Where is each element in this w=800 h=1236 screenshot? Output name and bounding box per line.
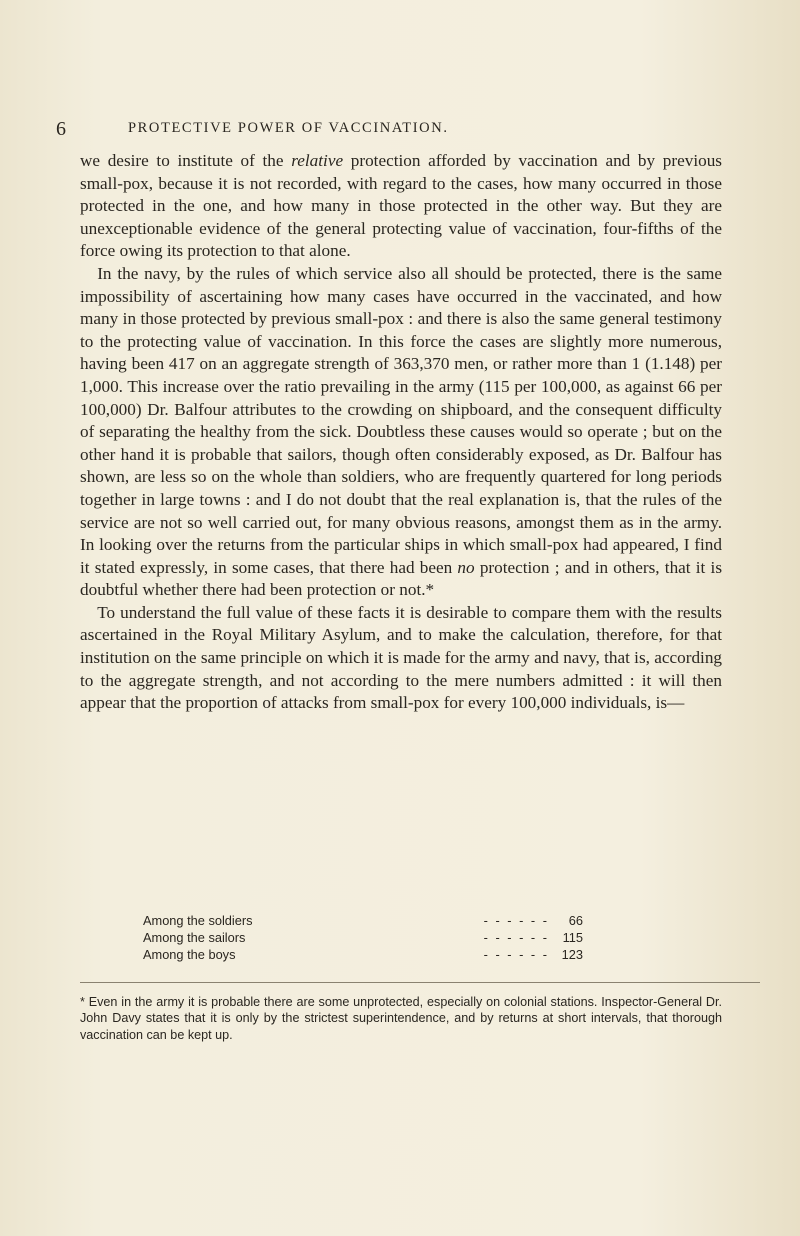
paragraph-1: we desire to institute of the relative protection afforded by vaccination and by previous small-pox, because it is not recorded, with regard to the cases, how many occurred in those protected in the one, and how many in those protected in the other way. But they are unexceptionable evidence of the general protecting value of vaccination, four-fifths of the force owing its protection to that alone.: [80, 151, 722, 261]
footnote-divider: [80, 982, 760, 983]
italic-relative: relative: [291, 151, 344, 170]
running-title: PROTECTIVE POWER OF VACCINATION.: [128, 120, 449, 136]
paragraph-3: To understand the full value of these facts it is desirable to compare them with the results ascertained in the Royal Military Asylum, and to make the calculation, therefore, for that institution on the same principle on which it is made for the army and navy, that is, according to the aggregate strength, and not according to the mere numbers admitted : it will then appear that the proportion of attacks from small-pox for every 100,000 individuals, is—: [80, 602, 722, 713]
footnote: * Even in the army it is probable there are some unprotected, especially on colonial stations. Inspector-General Dr. John Davy states that it is only by the strictest superintendence, and by returns at short intervals, that thorough vaccination can be kept up.: [80, 995, 722, 1042]
paragraph-2: In the navy, by the rules of which service also all should be protected, there is the same impossibility of ascertaining how many cases have occurred in the vaccinated, and how many in those protected by previous small-pox : and there is also the same general testimony to the protecting value of vaccination. In this force the cases are slightly more numerous, having been 417 on an aggregate strength of 363,370 men, or rather more than 1 (1.148) per 1,000. This increase over the ratio prevailing in the army (115 per 100,000, as against 66 per 100,000) Dr. Balfour attributes to the crowding on shipboard, and the consequent difficulty of separating the healthy from the sick. Doubtless these causes would so operate ; but on the other hand it is probable that sailors, though often considerably exposed, as Dr. Balfour has shown, are less so on the whole than soldiers, who are frequently quartered for long periods together in large towns : and I do not doubt that the real explanation is, that the rules of the service are not so well carried out, for many obvious reasons, amongst them as in the army. In looking over the returns from the particular ships in which small-pox had appeared, I find it stated expressly, in some cases, that there had been no protection ; and in others, that it is doubtful whether there had been protection or not.*: [80, 263, 723, 600]
body-text: [80, 150, 722, 715]
stat-row-soldiers: Among the soldiers - - - - - - 66: [143, 913, 583, 928]
page-number: 6: [56, 118, 66, 140]
page-header: [56, 118, 756, 142]
stat-row-sailors: Among the sailors - - - - - - 115: [143, 930, 583, 945]
stat-row-boys: Among the boys - - - - - - 123: [143, 947, 583, 962]
italic-no: no: [457, 557, 475, 577]
attack-rate-list: [143, 912, 583, 963]
